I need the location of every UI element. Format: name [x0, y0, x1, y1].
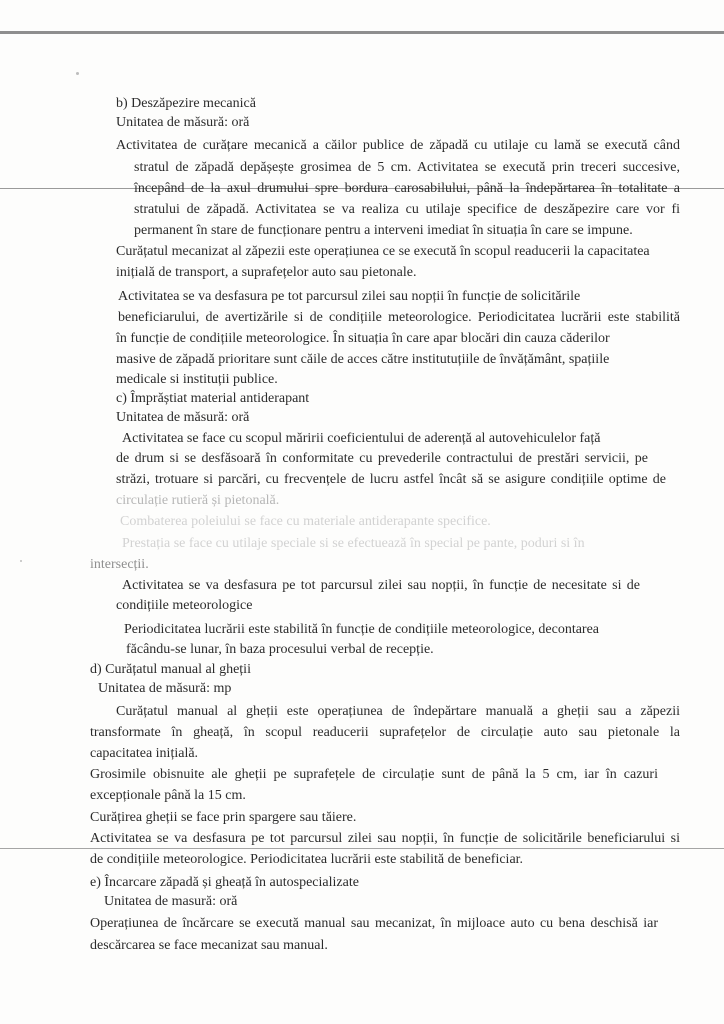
scan-top-border [0, 31, 724, 34]
paragraph-line: Periodicitatea lucrării este stabilită în funcție de condițiile meteorologice, decontarea [124, 622, 600, 637]
paragraph-line: excepționale până la 15 cm. [90, 788, 246, 803]
section-c-heading: c) Împrăștiat material antiderapant [116, 391, 310, 406]
paragraph-line: Grosimile obisnuite ale gheții pe suprafețele de circulație sunt de până la 5 cm, iar în cazuri [90, 767, 658, 782]
paragraph-line: Operațiunea de încărcare se execută manual sau mecanizat, în mijloace auto cu bena deschisă iar [90, 916, 658, 931]
scan-speck [20, 560, 22, 562]
paragraph-line: stratului de zăpadă. Activitatea se va realiza cu utilaje specifice de deszăpezire care vor fi [134, 202, 680, 217]
paragraph-line: de drum si se desfăsoară în conformitate cu prevederile contractului de prestări servicii, pe [116, 451, 648, 466]
section-e-heading: e) Încarcare zăpadă și gheață în autospecializate [90, 875, 359, 890]
paragraph-line: în funcție de condițiile meteorologice. În situația în care apar blocări din cauza căderilor [116, 331, 610, 346]
paragraph-line: medicale si instituții publice. [116, 372, 278, 387]
paragraph-line: masive de zăpadă prioritare sunt căile de acces către institutuțiile de învățământ, spațiile [116, 352, 610, 367]
paragraph-line: beneficiarului, de avertizările si de condițiile meteorologice. Periodicitatea lucrării este stabilită [118, 310, 680, 325]
paragraph-line: Activitatea se face cu scopul măririi coeficientului de aderență al autovehiculelor față [122, 431, 601, 446]
section-c-unit: Unitatea de măsură: oră [116, 410, 250, 425]
paragraph-line: de condițiile meteorologice. Periodicitatea lucrării este stabilită de beneficiar. [90, 852, 524, 867]
paragraph-line: Curățatul mecanizat al zăpezii este operațiunea ce se execută în scopul readucerii la capacitatea [116, 244, 650, 259]
paragraph-line: Activitatea se va desfasura pe tot parcursul zilei sau nopții, în funcție de necesitate si de [122, 578, 640, 593]
paragraph-line: transformate în gheață, în scopul readucerii suprafețelor de circulație auto sau pietonale la [90, 725, 680, 740]
section-b-heading: b) Deszăpezire mecanică [116, 96, 256, 111]
section-e-unit: Unitatea de masură: oră [104, 894, 238, 909]
paragraph-line: făcându-se lunar, în baza procesului verbal de recepție. [126, 642, 434, 657]
paragraph-line: descărcarea se face mecanizat sau manual. [90, 938, 328, 953]
section-d-heading: d) Curățatul manual al gheții [90, 662, 251, 677]
faded-paragraph-line: Prestația se face cu utilaje speciale si se efectuează în special pe pante, poduri si în [122, 536, 585, 551]
faded-paragraph-line: intersecții. [90, 557, 149, 572]
faded-paragraph-line: Combaterea poleiului se face cu materiale antiderapante specifice. [120, 514, 491, 529]
paragraph-line: condițiile meteorologice [116, 598, 253, 613]
paragraph-line: Curățirea gheții se face prin spargere sau tăiere. [90, 810, 357, 825]
paragraph-line: permanent în stare de funcționare pentru a interveni imediat în situația în care se impune. [134, 223, 633, 238]
paragraph-line: Activitatea se va desfasura pe tot parcursul zilei sau nopții, în funcție de solicitările beneficiarului si [90, 831, 680, 846]
paragraph-line: stratul de zăpadă depășește grosimea de 5 cm. Activitatea se execută prin treceri succesive, [134, 160, 680, 175]
paragraph-line: circulație rutieră și pietonală. [116, 493, 280, 508]
scan-artifact-line-lower [0, 848, 724, 849]
paragraph-line: Activitatea de curățare mecanică a căilor publice de zăpadă cu utilaje cu lamă se execută când [116, 138, 680, 153]
paragraph-line: Activitatea se va desfasura pe tot parcursul zilei sau nopții în funcție de solicitările [118, 289, 581, 304]
paragraph-line: inițială de transport, a suprafețelor auto sau pietonale. [116, 265, 417, 280]
section-d-unit: Unitatea de măsură: mp [98, 681, 232, 696]
section-b-unit: Unitatea de măsură: oră [116, 115, 250, 130]
paragraph-line: Curățatul manual al gheții este operațiunea de îndepărtare manuală a gheții sau a zăpezii [116, 704, 680, 719]
paragraph-line: străzi, trotuare si parcări, cu frecvențele de lucru astfel încât să se asigure condițiile optime de [116, 472, 666, 487]
scan-speck [76, 72, 79, 75]
paragraph-line: capacitatea inițială. [90, 746, 199, 761]
paragraph-line: începând de la axul drumului spre bordura carosabilului, până la îndepărtarea în totalitate a [134, 181, 680, 196]
